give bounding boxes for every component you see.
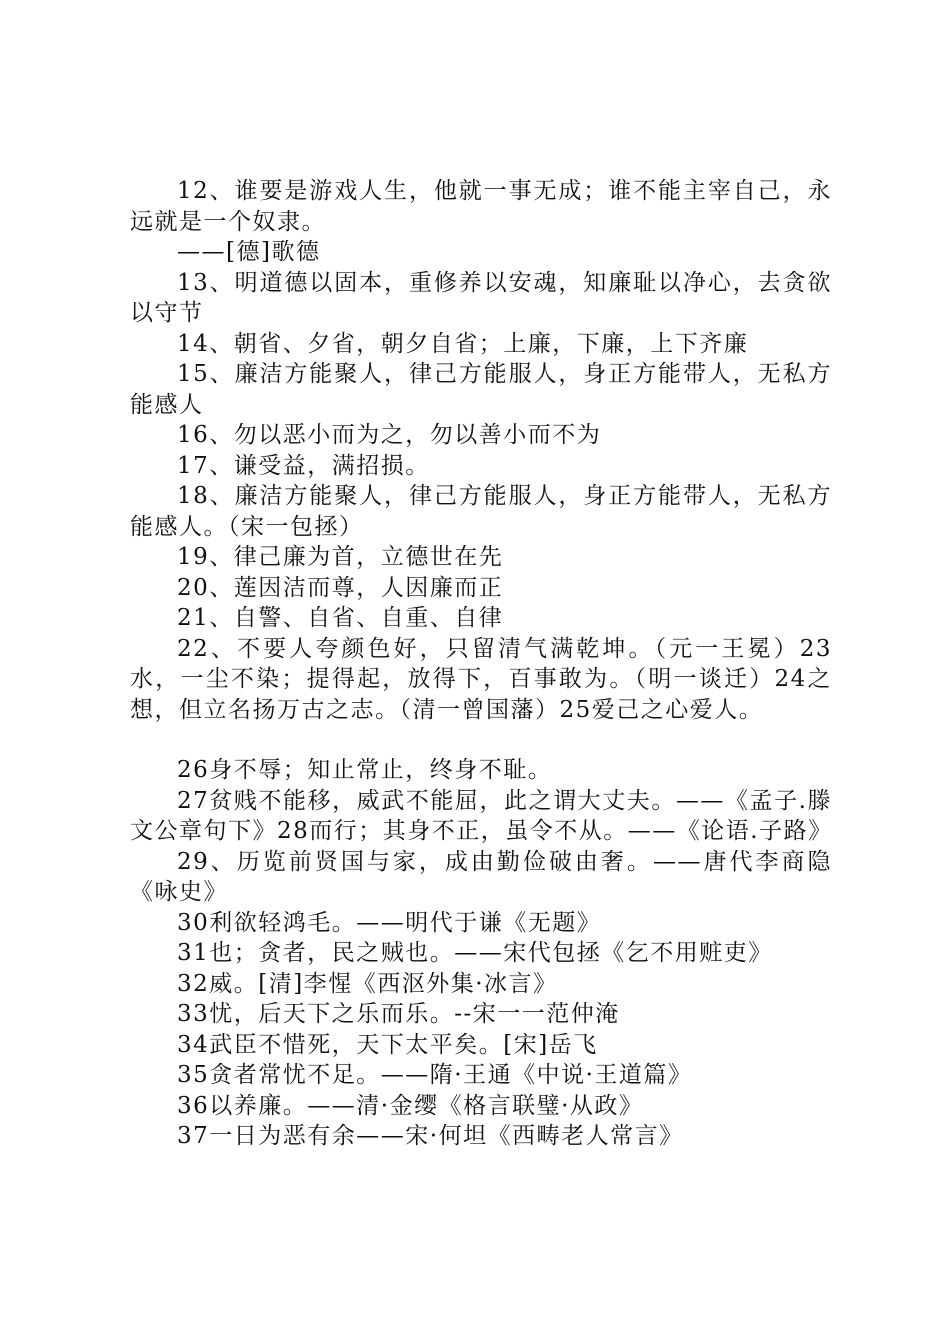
- quote-32: 32威。[清]李惺《西沤外集·冰言》: [177, 970, 558, 997]
- quote-21: 21、自警、自省、自重、自律: [177, 605, 504, 631]
- quote-18: 18、廉洁方能聚人，律己方能服人，身正方能带人，无私方能感人。（宋一包拯）: [130, 483, 832, 540]
- quote-37: 37一日为恶有余——宋·何坦《西畴老人常言》: [177, 1123, 684, 1149]
- quote-30: 30利欲轻鸿毛。——明代于谦《无题》: [177, 909, 602, 936]
- document-body: [130, 176, 832, 1152]
- quote-27-28: 27贫贱不能移，威武不能屈，此之谓大丈夫。——《孟子.滕文公章句下》28而行；其身不正，虽令不从。——《论语.子路》: [130, 787, 833, 844]
- quote-15: 15、廉洁方能聚人，律己方能服人，身正方能带人，无私方能感人: [130, 361, 832, 418]
- quote-14: 14、朝省、夕省，朝夕自省；上廉，下廉，上下齐廉: [177, 330, 749, 357]
- paragraph-gap: [130, 725, 832, 755]
- quote-20: 20、莲因洁而尊，人因廉而正: [177, 574, 504, 601]
- quote-35: 35贪者常忧不足。——隋·王通《中说·王道篇》: [177, 1062, 693, 1088]
- quote-19: 19、律己廉为首，立德世在先: [177, 544, 504, 570]
- quote-31: 31也；贪者，民之贼也。——宋代包拯《乞不用赃吏》: [177, 940, 773, 966]
- quote-36: 36以养廉。——清·金缨《格言联璧·从政》: [177, 1092, 644, 1119]
- quote-16: 16、勿以恶小而为之，勿以善小而不为: [177, 422, 602, 448]
- quote-26: 26身不辱；知止常止，终身不耻。: [177, 757, 553, 783]
- quote-12-attribution: ——[德]歌德: [177, 239, 321, 265]
- quote-12: 12、谁要是游戏人生，他就一事无成；谁不能主宰自己，永远就是一个奴隶。: [130, 178, 832, 235]
- quote-33: 33忧，后天下之乐而乐。--宋一一范仲淹: [177, 1001, 620, 1027]
- quote-34: 34武臣不惜死，天下太平矣。[宋]岳飞: [177, 1031, 598, 1058]
- quote-29: 29、历览前贤国与家，成由勤俭破由奢。——唐代李商隐《咏史》: [130, 848, 832, 905]
- quote-13: 13、明道德以固本，重修养以安魂，知廉耻以净心，去贪欲以守节: [130, 269, 832, 326]
- quote-22-25: 22、不要人夸颜色好，只留清气满乾坤。（元一王冕）23水，一尘不染；提得起，放得下，百事敢为。（明一谈迁）24之想，但立名扬万古之志。（清一曾国藩）25爱己之心爱人。: [130, 635, 832, 723]
- quote-17: 17、谦受益，满招损。: [177, 452, 430, 479]
